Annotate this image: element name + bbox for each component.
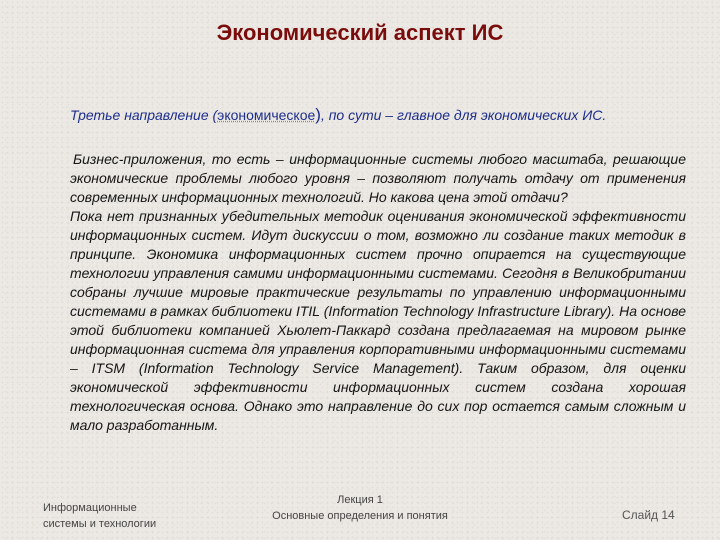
footer-lecture [250,492,470,524]
paragraph-1: Бизнес-приложения, то есть – информационные системы любого масштаба, решающие экономические проблемы любого уровня – позволяют получать отдачу от применения современных информационных технологий. Но какова цена этой отдачи? [70,151,686,205]
footer-lecture-line2: Основные определения и понятия [272,510,448,522]
footer-course [43,500,156,532]
subtitle-start: Третье направление ( [70,107,218,123]
footer-lecture-line1: Лекция 1 [337,494,383,506]
footer-course-line1: Информационные [43,502,137,514]
subtitle-highlight: экономическое [217,107,316,123]
subtitle-end: , по сути – главное для экономических ИС. [320,107,607,123]
subtitle-paren: ) [315,105,321,124]
section-subtitle [70,105,710,125]
footer-course-line2: системы и технологии [43,518,157,530]
body-text [70,150,686,435]
paragraph-2: Пока нет признанных убедительных методик оценивания экономической эффективности информационных систем. Идут дискуссии о том, возможно ли создание таких методик в принципе. Экономика информационных систем прочно опирается на существующие технологии управления самими информационными системами. Сегодня в Великобритании собраны лучшие мировые практические результаты по управлению информационными системами в рамках библиотеки ITIL (Information Technology Infrastructure Library). На основе этой библиотеки компанией Хьюлет-Паккард создана предлагаемая на мировом рынке информационная система для управления корпоративными информационными системами – ITSM (Information Technology Service Management). Таким образом, для оценки экономической эффективности информационных систем создана хорошая технологическая основа. Однако это направление до сих пор остается самым сложным и мало разработанным. [70,208,686,433]
slide-title: Экономический аспект ИС [216,20,504,45]
slide-number: Слайд 14 [622,508,675,522]
